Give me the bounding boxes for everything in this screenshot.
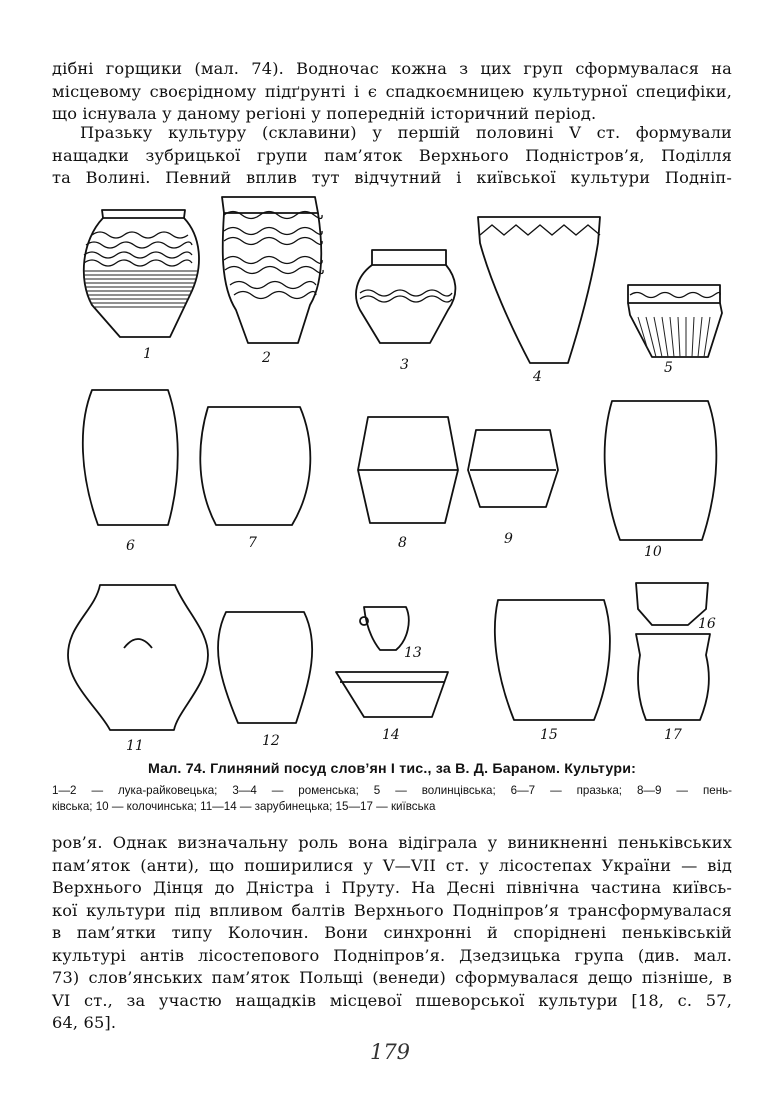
vessel-15-drawing	[495, 600, 610, 720]
vessel-7-drawing	[200, 407, 310, 525]
legend-line: 1—2 — лука-райковецька; 3—4 — роменська; 5 — волинцівська; 6—7 — празька; 8—9 — пень-	[52, 784, 732, 797]
vessel-number-12: 12	[262, 733, 280, 749]
vessel-5-drawing	[628, 285, 722, 357]
text-line: Празьку культуру (склавини) у першій половині V ст. формували	[80, 123, 732, 142]
figure-caption-legend	[52, 783, 732, 814]
vessel-4-drawing	[478, 217, 600, 363]
vessel-number-11: 11	[126, 738, 144, 754]
figure-caption-title: Мал. 74. Глиняний посуд слов’ян I тис., за В. Д. Бараном. Культури:	[147, 761, 637, 777]
paragraph-1	[52, 58, 732, 126]
vessel-number-17: 17	[664, 727, 682, 743]
vessel-number-7: 7	[248, 535, 257, 551]
vessel-10-drawing	[605, 401, 717, 540]
text-line: пам’яток (анти), що поширилися у V—VII ст. у лісостепах України — від	[52, 855, 732, 875]
vessel-13-drawing	[360, 607, 409, 650]
vessel-number-2: 2	[262, 350, 271, 366]
text-line: дібні горщики (мал. 74). Водночас кожна з цих груп сформувалася на	[52, 59, 732, 78]
paragraph-2	[52, 122, 732, 190]
page-number: 179	[369, 1040, 411, 1064]
text-line: кої культури під впливом балтів Верхнього Подніпров’я трансформувалася	[52, 900, 732, 920]
vessel-8-drawing	[358, 417, 458, 523]
vessel-number-1: 1	[143, 346, 152, 362]
paragraph-3	[52, 832, 732, 1035]
vessel-number-5: 5	[664, 360, 673, 376]
vessel-number-9: 9	[504, 531, 513, 547]
text-line: в пам’ятки типу Колочин. Вони синхронні й споріднені пеньківській	[52, 923, 732, 942]
vessel-number-3: 3	[400, 357, 409, 373]
text-line: 64, 65].	[52, 1013, 117, 1032]
text-line: та Волині. Певний вплив тут відчутний і київської культури Подніп-	[52, 168, 732, 187]
vessel-1-drawing	[80, 210, 210, 337]
vessel-number-4: 4	[533, 369, 542, 385]
text-line: місцевому своєрідному підґрунті і є спадкоємницею культурної специфіки,	[52, 81, 732, 101]
vessel-3-drawing	[356, 250, 455, 343]
vessel-number-16: 16	[698, 616, 716, 632]
text-line: нащадки зубрицької групи пам’яток Верхнього Подністров’я, Поділля	[52, 145, 732, 165]
text-line: Верхнього Дінця до Дністра і Пруту. На Десні північна частина київсь-	[52, 878, 732, 897]
vessel-number-13: 13	[404, 645, 422, 661]
text-line: ров’я. Однак визначальну роль вона відіграла у виникненні пеньківських	[52, 833, 732, 852]
text-line: що існувала у даному регіоні у попередній історичний період.	[52, 104, 597, 123]
vessel-2-drawing	[222, 197, 323, 343]
vessel-12-drawing	[218, 612, 312, 723]
text-line: 73) слов’янських пам’яток Польщі (венеди) сформувалася дещо пізніше, в	[52, 968, 732, 987]
vessel-number-10: 10	[644, 544, 662, 560]
vessel-17-drawing	[636, 634, 710, 720]
pottery-figure	[40, 185, 740, 760]
vessel-6-drawing	[83, 390, 178, 525]
text-line: VI ст., за участю нащадків місцевої пшеворської культури [18, с. 57,	[52, 990, 732, 1010]
vessel-number-6: 6	[126, 538, 135, 554]
vessel-14-drawing	[336, 672, 448, 717]
vessel-9-drawing	[468, 430, 558, 507]
vessel-number-8: 8	[398, 535, 407, 551]
vessel-number-14: 14	[382, 727, 400, 743]
legend-line: ківська; 10 — колочинська; 11—14 — зарубинецька; 15—17 — київська	[52, 799, 436, 813]
text-line: культурі антів лісостепового Подніпров’я. Дзедзицька група (див. мал.	[52, 945, 732, 965]
vessel-number-15: 15	[540, 727, 558, 743]
vessel-11-drawing	[68, 585, 208, 730]
